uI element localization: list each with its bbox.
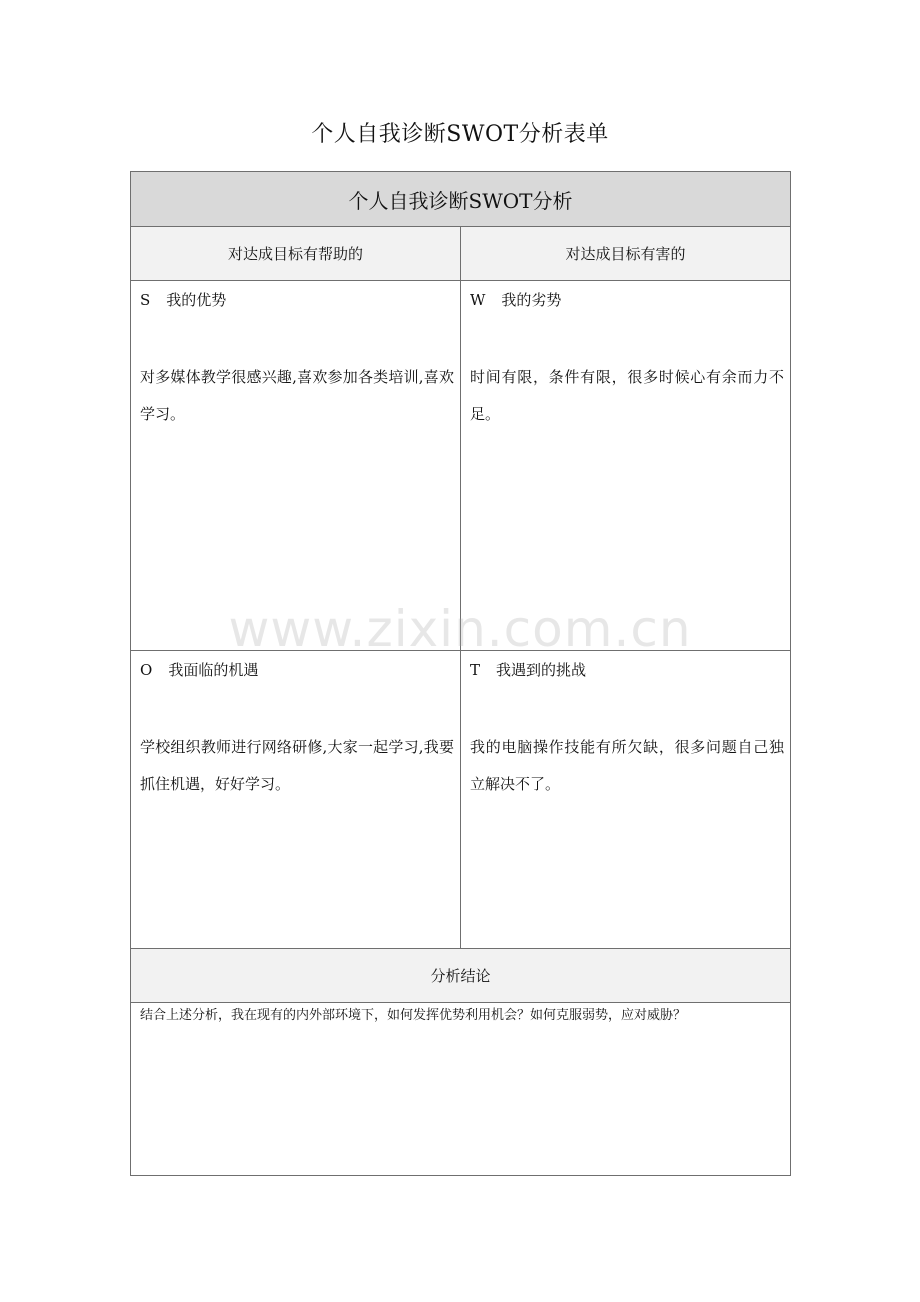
opportunities-cell (131, 651, 461, 949)
strengths-letter: S (140, 291, 151, 309)
weaknesses-cell (461, 281, 791, 651)
harmful-column-header: 对达成目标有害的 (461, 227, 791, 281)
conclusion-header: 分析结论 (131, 949, 791, 1003)
threats-text: 我的电脑操作技能有所欠缺，很多问题自己独立解决不了。 (470, 738, 784, 793)
opportunities-label: 我面临的机遇 (168, 661, 259, 679)
strengths-text: 对多媒体教学很感兴趣,喜欢参加各类培训,喜欢学习。 (140, 368, 454, 423)
threats-letter: T (470, 661, 481, 679)
weaknesses-label: 我的劣势 (501, 291, 562, 309)
threats-cell (461, 651, 791, 949)
strengths-cell (131, 281, 461, 651)
weaknesses-letter: W (470, 291, 486, 309)
weaknesses-heading (470, 289, 784, 311)
opportunities-letter: O (140, 661, 153, 679)
threats-heading (470, 659, 784, 681)
conclusion-prompt: 结合上述分析，我在现有的内外部环境下，如何发挥优势利用机会？如何克服弱势，应对威胁？ (131, 1003, 791, 1176)
document-title: 个人自我诊断SWOT分析表单 (311, 122, 609, 147)
threats-label: 我遇到的挑战 (496, 661, 587, 679)
watermark: www.zixin.com.cn (228, 600, 692, 658)
opportunities-text: 学校组织教师进行网络研修,大家一起学习,我要抓住机遇，好好学习。 (140, 738, 454, 793)
swot-table (130, 171, 791, 1176)
strengths-label: 我的优势 (166, 291, 227, 309)
weaknesses-text: 时间有限，条件有限，很多时候心有余而力不足。 (470, 368, 784, 423)
strengths-heading (140, 289, 454, 311)
opportunities-heading (140, 659, 454, 681)
helpful-column-header: 对达成目标有帮助的 (131, 227, 461, 281)
swot-table-header: 个人自我诊断SWOT分析 (131, 172, 791, 227)
